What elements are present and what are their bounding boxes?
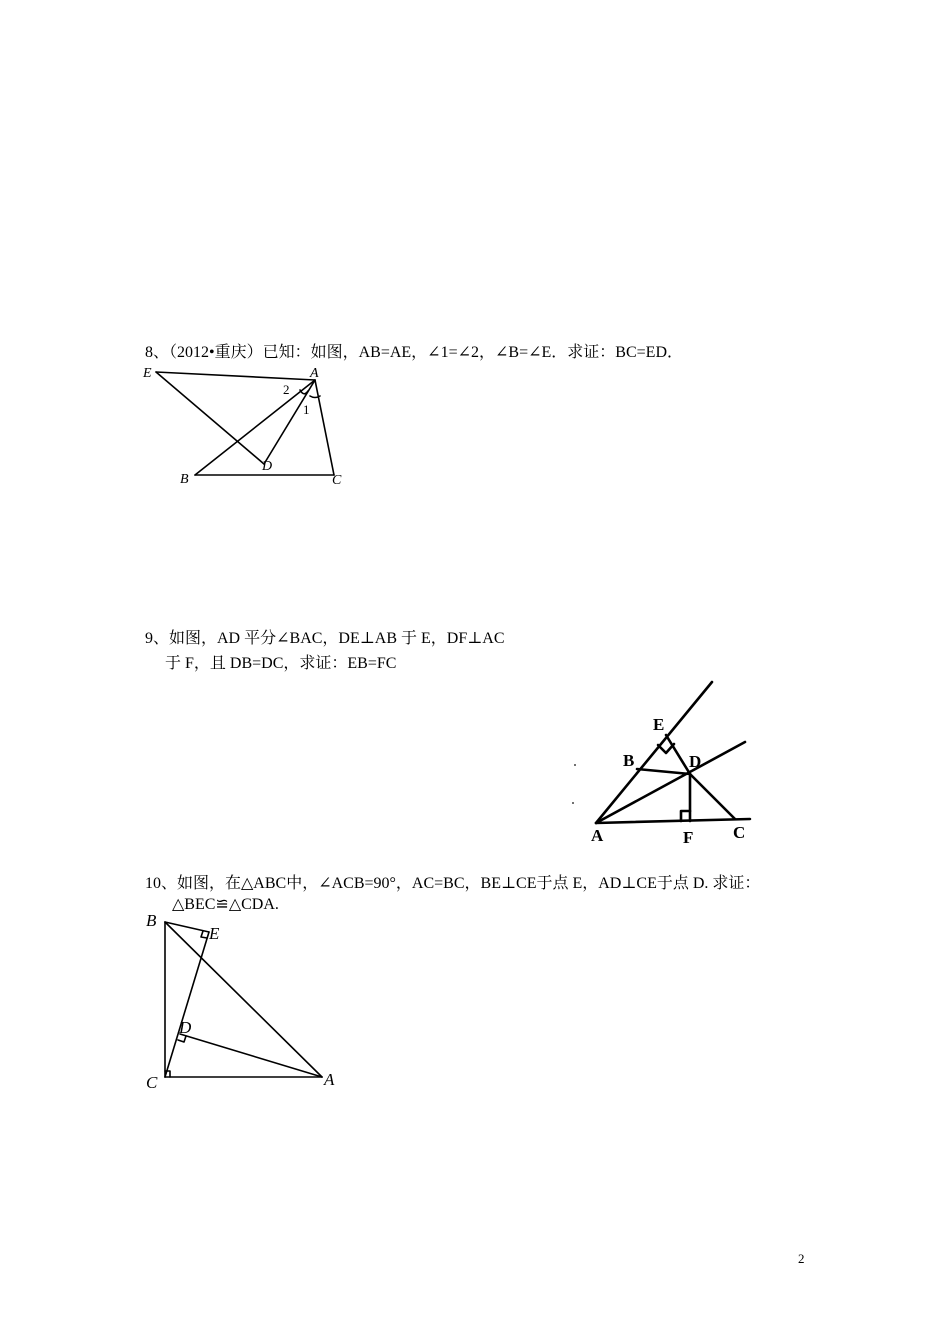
question-10-text-line2: △BEC≌△CDA. [172, 896, 279, 913]
fig10-label-b: B [146, 911, 157, 930]
fig10-label-a: A [324, 1070, 335, 1089]
fig9-label-d: D [689, 752, 702, 771]
question-8-text: 8、（2012•重庆）已知：如图，AB=AE，∠1=∠2，∠B=∠E．求证：BC=ED． [145, 344, 683, 361]
fig8-label-a: A [310, 366, 319, 381]
fig8-label-2: 2 [283, 382, 290, 397]
question-9-figure [565, 675, 765, 855]
fig9-label-b: B [623, 751, 635, 770]
fig8-label-c: C [332, 473, 342, 488]
fig10-label-c: C [146, 1073, 158, 1092]
fig10-label-e: E [209, 924, 220, 943]
question-8-figure [140, 362, 360, 492]
question-9-text-line1: 9、如图，AD 平分∠BAC，DE⊥AB 于 E，DF⊥AC [145, 630, 505, 647]
fig9-label-f: F [683, 828, 694, 847]
question-10-text-line1: 10、如图，在△ABC中，∠ACB=90°，AC=BC，BE⊥CE于点 E，AD⊥CE于点 D. 求证： [145, 875, 761, 892]
fig8-label-1: 1 [303, 402, 310, 417]
fig9-label-a: A [591, 826, 604, 845]
fig8-label-e: E [143, 366, 152, 381]
question-9-text-line2: 于 F，且 DB=DC，求证：EB=FC [165, 655, 397, 672]
fig9-label-e: E [653, 715, 665, 734]
page-number: 2 [798, 1251, 805, 1266]
fig8-label-b: B [180, 472, 189, 487]
fig9-label-c: C [733, 823, 746, 842]
fig10-label-d: D [179, 1018, 192, 1037]
question-10-figure [140, 905, 360, 1100]
fig8-label-d: D [262, 459, 273, 474]
